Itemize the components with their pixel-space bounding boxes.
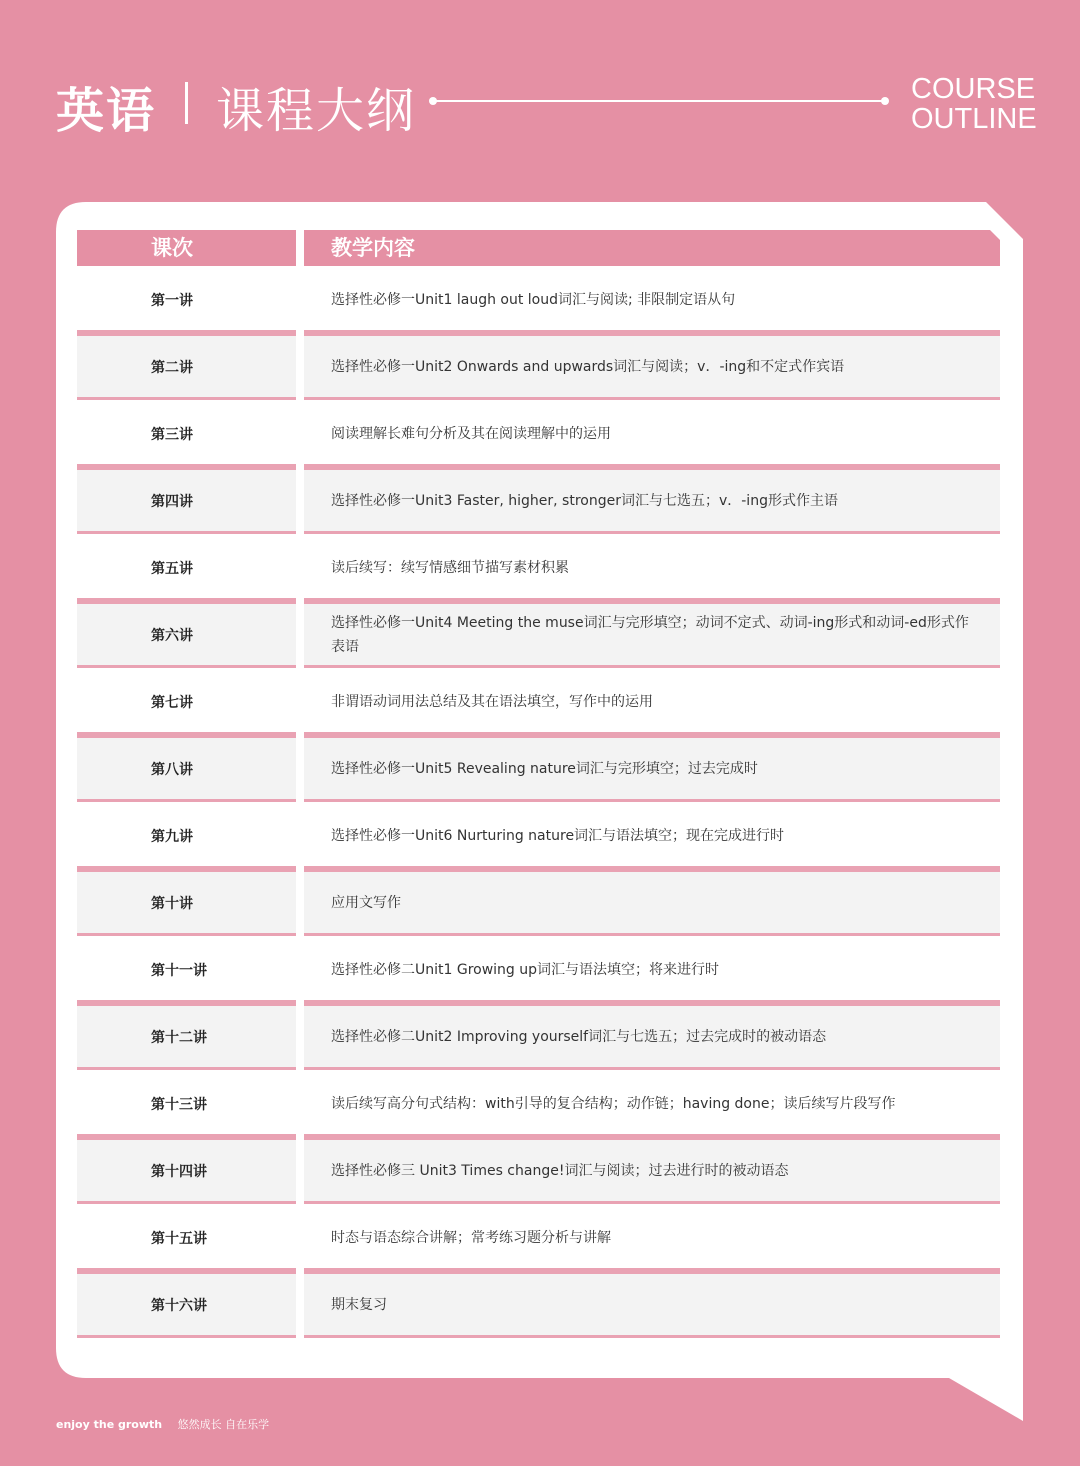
- footer: [56, 1416, 269, 1432]
- subject-title: 英语: [56, 83, 157, 139]
- lesson-number: 第三讲: [77, 403, 296, 467]
- decorative-line: [433, 100, 885, 102]
- lesson-number: 第二讲: [77, 333, 296, 400]
- lesson-content: 选择性必修一Unit6 Nurturing nature词汇与语法填空；现在完成进行时: [304, 805, 1000, 869]
- table-row: [77, 1006, 1000, 1070]
- lesson-content: 阅读理解长难句分析及其在阅读理解中的运用: [304, 403, 1000, 467]
- lesson-content: 读后续写：续写情感细节描写素材积累: [304, 537, 1000, 601]
- column-header-content: 教学内容: [304, 230, 1000, 266]
- lesson-number: 第十五讲: [77, 1207, 296, 1271]
- lesson-content: 期末复习: [304, 1271, 1000, 1338]
- lesson-number: 第十三讲: [77, 1073, 296, 1137]
- table-row: [77, 470, 1000, 534]
- lesson-content: 选择性必修二Unit1 Growing up词汇与语法填空；将来进行时: [304, 939, 1000, 1003]
- table-row: [77, 671, 1000, 735]
- column-header-lesson: 课次: [77, 230, 296, 266]
- footer-slogan-en: enjoy the growth: [56, 1418, 163, 1431]
- lesson-content: 选择性必修三 Unit3 Times change!词汇与阅读；过去进行时的被动语态: [304, 1137, 1000, 1204]
- lesson-number: 第一讲: [77, 269, 296, 333]
- table-row: [77, 1073, 1000, 1137]
- table-row: [77, 872, 1000, 936]
- english-title-line1: COURSE: [911, 73, 1036, 105]
- lesson-number: 第十二讲: [77, 1003, 296, 1070]
- table-row: [77, 604, 1000, 668]
- lesson-content: 选择性必修一Unit3 Faster, higher, stronger词汇与七选五；v．-ing形式作主语: [304, 467, 1000, 534]
- table-row: [77, 805, 1000, 869]
- table-row: [77, 403, 1000, 467]
- lesson-number: 第八讲: [77, 735, 296, 802]
- lesson-number: 第十六讲: [77, 1271, 296, 1338]
- lesson-content: 选择性必修一Unit4 Meeting the muse词汇与完形填空；动词不定式、动词-ing形式和动词-ed形式作表语: [304, 601, 1000, 668]
- lesson-content: 选择性必修一Unit5 Revealing nature词汇与完形填空；过去完成时: [304, 735, 1000, 802]
- table-header: [77, 230, 1000, 266]
- table-row: [77, 336, 1000, 400]
- header: [0, 0, 1080, 200]
- lesson-content: 非谓语动词用法总结及其在语法填空，写作中的运用: [304, 671, 1000, 735]
- title-separator: [185, 82, 188, 124]
- lesson-content: 应用文写作: [304, 869, 1000, 936]
- table-row: [77, 1207, 1000, 1271]
- table-row: [77, 1274, 1000, 1338]
- lesson-content: 读后续写高分句式结构：with引导的复合结构；动作链；having done；读后续写片段写作: [304, 1073, 1000, 1137]
- table-row: [77, 738, 1000, 802]
- page-title: 课程大纲: [216, 83, 417, 139]
- lesson-content: 选择性必修二Unit2 Improving yourself词汇与七选五；过去完成时的被动语态: [304, 1003, 1000, 1070]
- footer-slogan-cn: 悠然成长 自在乐学: [177, 1418, 270, 1431]
- table-row: [77, 1140, 1000, 1204]
- course-table: [77, 230, 1000, 1338]
- table-row: [77, 269, 1000, 333]
- lesson-number: 第十四讲: [77, 1137, 296, 1204]
- lesson-number: 第九讲: [77, 805, 296, 869]
- lesson-number: 第十讲: [77, 869, 296, 936]
- lesson-number: 第六讲: [77, 601, 296, 668]
- table-row: [77, 537, 1000, 601]
- lesson-content: 选择性必修一Unit2 Onwards and upwards词汇与阅读；v．-ing和不定式作宾语: [304, 333, 1000, 400]
- english-title-line2: OUTLINE: [911, 103, 1037, 135]
- lesson-number: 第四讲: [77, 467, 296, 534]
- lesson-number: 第十一讲: [77, 939, 296, 1003]
- lesson-number: 第七讲: [77, 671, 296, 735]
- english-title: [911, 74, 1037, 134]
- lesson-content: 选择性必修一Unit1 laugh out loud词汇与阅读; 非限制定语从句: [304, 269, 1000, 333]
- table-row: [77, 939, 1000, 1003]
- lesson-content: 时态与语态综合讲解；常考练习题分析与讲解: [304, 1207, 1000, 1271]
- table-body: [77, 269, 1000, 1338]
- lesson-number: 第五讲: [77, 537, 296, 601]
